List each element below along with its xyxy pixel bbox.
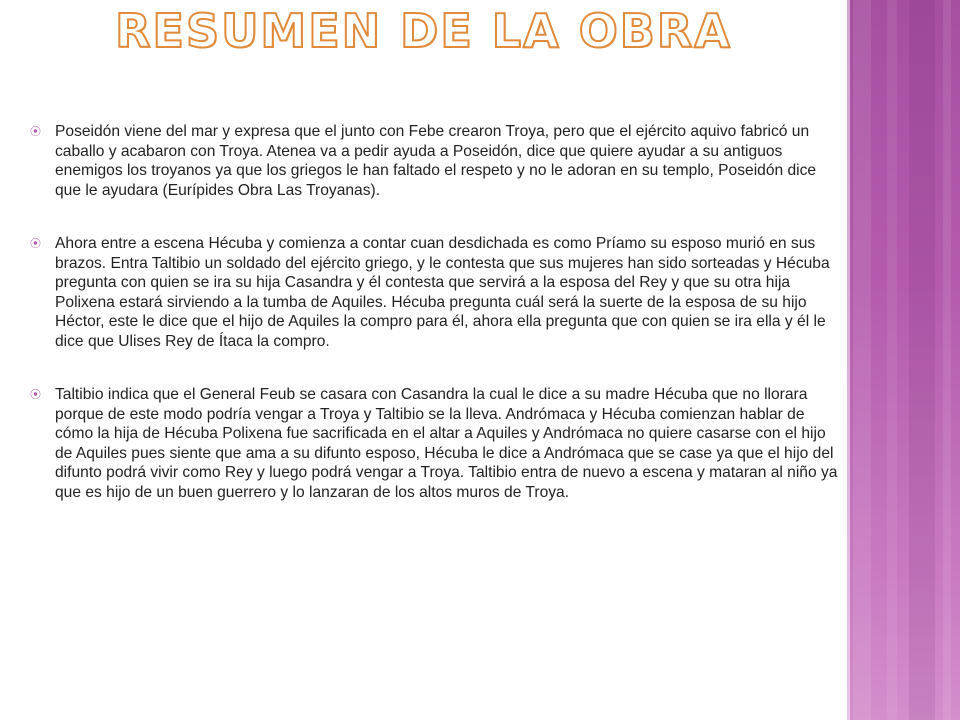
bullet-text: Taltibio indica que el General Feub se casara con Casandra la cual le dice a su madre Hécuba que no llorara porque de este modo podría vengar a Troya y Taltibio se la lleva. Andrómaca y Hécuba comienzan hablar de cómo la hija de Hécuba Polixena fue sacrificada en el altar a Aquiles y Andrómaca no quiere casarse con el hijo de Aquiles pues siente que ama a su difunto esposo, Hécuba le dice a Andrómaca que se case ya que el hijo del difunto podrá vivir como Rey y luego podrá vengar a Troya. Taltibio entra de nuevo a escena y mataran al niño ya que es hijo de un buen guerrero y lo lanzaran de los altos muros de Troya. xyxy=(55,386,838,501)
side-bar-stripe xyxy=(887,0,897,720)
bullet-list xyxy=(30,122,838,536)
bullet-text: Ahora entre a escena Hécuba y comienza a contar cuan desdichada es como Príamo su esposo murió en sus brazos. Entra Taltibio un soldado del ejército griego, y le contesta que sus mujeres han sido sorteadas y Hécuba pregunta con quien se ira su hija Casandra y él contesta que servirá a la esposa del Rey y que su otra hija Polixena estará sirviendo a la tumba de Aquiles. Hécuba pregunta cuál será la suerte de la esposa de su hijo Héctor, este le dice que el hijo de Aquiles la compro para él, ahora ella pregunta que con quien se ira ella y él le dice que Ulises Rey de Ítaca la compro. xyxy=(55,235,830,350)
target-bullet-icon: ⦿ xyxy=(30,237,41,250)
side-bar-stripe xyxy=(853,0,871,720)
side-bar-edge xyxy=(847,0,850,720)
bullet-text: Poseidón viene del mar y expresa que el junto con Febe crearon Troya, pero que el ejército aquivo fabricó un caballo y acabaron con Troya. Atenea va a pedir ayuda a Poseidón, dice que quiere ayudar a su antiguos enemigos los troyanos ya que los griegos le han faltado el respeto y no le adoran en su templo, Poseidón dice que le ayudara (Eurípides Obra Las Troyanas). xyxy=(55,123,817,199)
bullet-paragraph-2 xyxy=(30,234,838,351)
side-bar-stripe xyxy=(909,0,935,720)
target-bullet-icon: ⦿ xyxy=(30,125,41,138)
target-bullet-icon: ⦿ xyxy=(30,388,41,401)
slide-title: RESUMEN DE LA OBRA xyxy=(115,4,732,58)
bullet-paragraph-3 xyxy=(30,385,838,502)
decorative-side-bar xyxy=(847,0,960,720)
bullet-paragraph-1 xyxy=(30,122,838,200)
side-bar-stripe xyxy=(943,0,951,720)
